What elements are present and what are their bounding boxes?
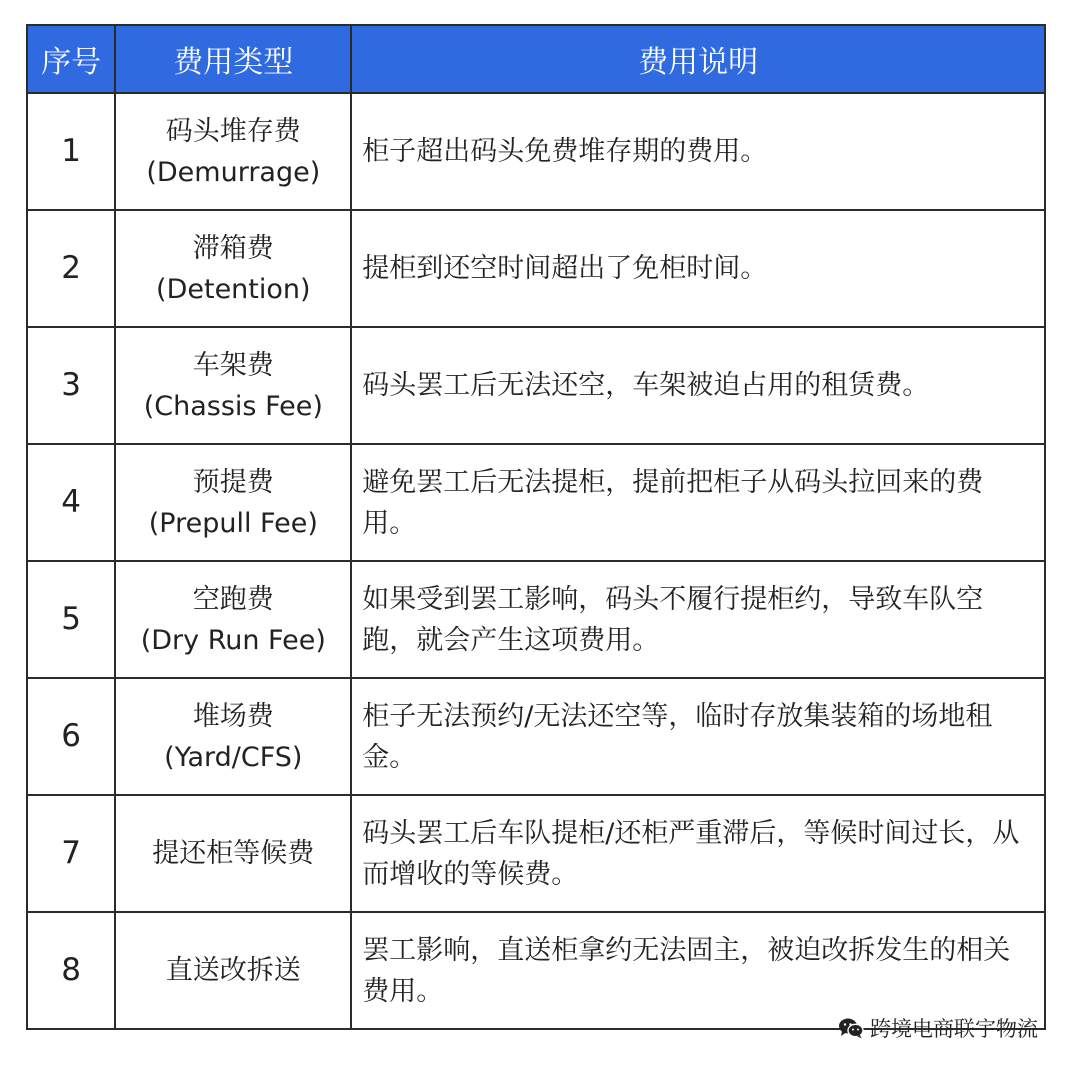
wechat-icon xyxy=(838,1017,864,1039)
fee-table xyxy=(26,24,1046,1030)
fee-type-en: (Prepull Fee) xyxy=(148,507,318,539)
fee-description: 提柜到还空时间超出了免柜时间。 xyxy=(351,210,1045,327)
row-number: 2 xyxy=(27,210,115,327)
table-row xyxy=(27,444,1045,561)
fee-description: 码头罢工后无法还空，车架被迫占用的租赁费。 xyxy=(351,327,1045,444)
header-type: 费用类型 xyxy=(115,25,351,93)
fee-type-cn: 滞箱费 xyxy=(192,232,274,264)
fee-description: 柜子超出码头免费堆存期的费用。 xyxy=(351,93,1045,210)
row-number: 8 xyxy=(27,912,115,1029)
fee-type-cn: 码头堆存费 xyxy=(165,115,301,147)
fee-type-en: (Dry Run Fee) xyxy=(140,624,326,656)
row-number: 6 xyxy=(27,678,115,795)
fee-type-en: (Chassis Fee) xyxy=(143,390,323,422)
fee-type-cn: 堆场费 xyxy=(192,700,274,732)
table-row xyxy=(27,327,1045,444)
table-header xyxy=(27,25,1045,93)
fee-description: 柜子无法预约/无法还空等，临时存放集装箱的场地租金。 xyxy=(351,678,1045,795)
fee-type-cell xyxy=(115,327,351,444)
fee-description: 如果受到罢工影响，码头不履行提柜约，导致车队空跑，就会产生这项费用。 xyxy=(351,561,1045,678)
fee-description: 罢工影响，直送柜拿约无法固主，被迫改拆发生的相关费用。 xyxy=(351,912,1045,1029)
table-row xyxy=(27,210,1045,327)
fee-type-en: (Detention) xyxy=(156,273,311,305)
fee-type-cell xyxy=(115,912,351,1029)
fee-type-cn: 提还柜等候费 xyxy=(152,838,315,869)
fee-type-en: (Yard/CFS) xyxy=(164,741,303,773)
table-row xyxy=(27,795,1045,912)
row-number: 4 xyxy=(27,444,115,561)
watermark-text: 跨境电商联宇物流 xyxy=(870,1017,1038,1041)
table-body xyxy=(27,93,1045,1029)
fee-type-cell xyxy=(115,210,351,327)
fee-description: 避免罢工后无法提柜，提前把柜子从码头拉回来的费用。 xyxy=(351,444,1045,561)
fee-type-cell xyxy=(115,561,351,678)
header-row xyxy=(27,25,1045,93)
header-num: 序号 xyxy=(27,25,115,93)
fee-type-cell xyxy=(115,93,351,210)
row-number: 3 xyxy=(27,327,115,444)
fee-type-cell xyxy=(115,795,351,912)
header-desc: 费用说明 xyxy=(351,25,1045,93)
fee-type-cell xyxy=(115,678,351,795)
fee-type-cn: 车架费 xyxy=(192,349,274,381)
table-row xyxy=(27,561,1045,678)
fee-type-cn: 空跑费 xyxy=(192,583,274,615)
watermark xyxy=(838,1013,1038,1043)
table-row xyxy=(27,93,1045,210)
row-number: 1 xyxy=(27,93,115,210)
table-row xyxy=(27,678,1045,795)
row-number: 5 xyxy=(27,561,115,678)
fee-type-cn: 预提费 xyxy=(192,466,274,498)
row-number: 7 xyxy=(27,795,115,912)
fee-type-en: (Demurrage) xyxy=(146,156,321,188)
fee-type-cell xyxy=(115,444,351,561)
fee-description: 码头罢工后车队提柜/还柜严重滞后，等候时间过长，从而增收的等候费。 xyxy=(351,795,1045,912)
fee-type-cn: 直送改拆送 xyxy=(165,955,301,986)
table-row xyxy=(27,912,1045,1029)
